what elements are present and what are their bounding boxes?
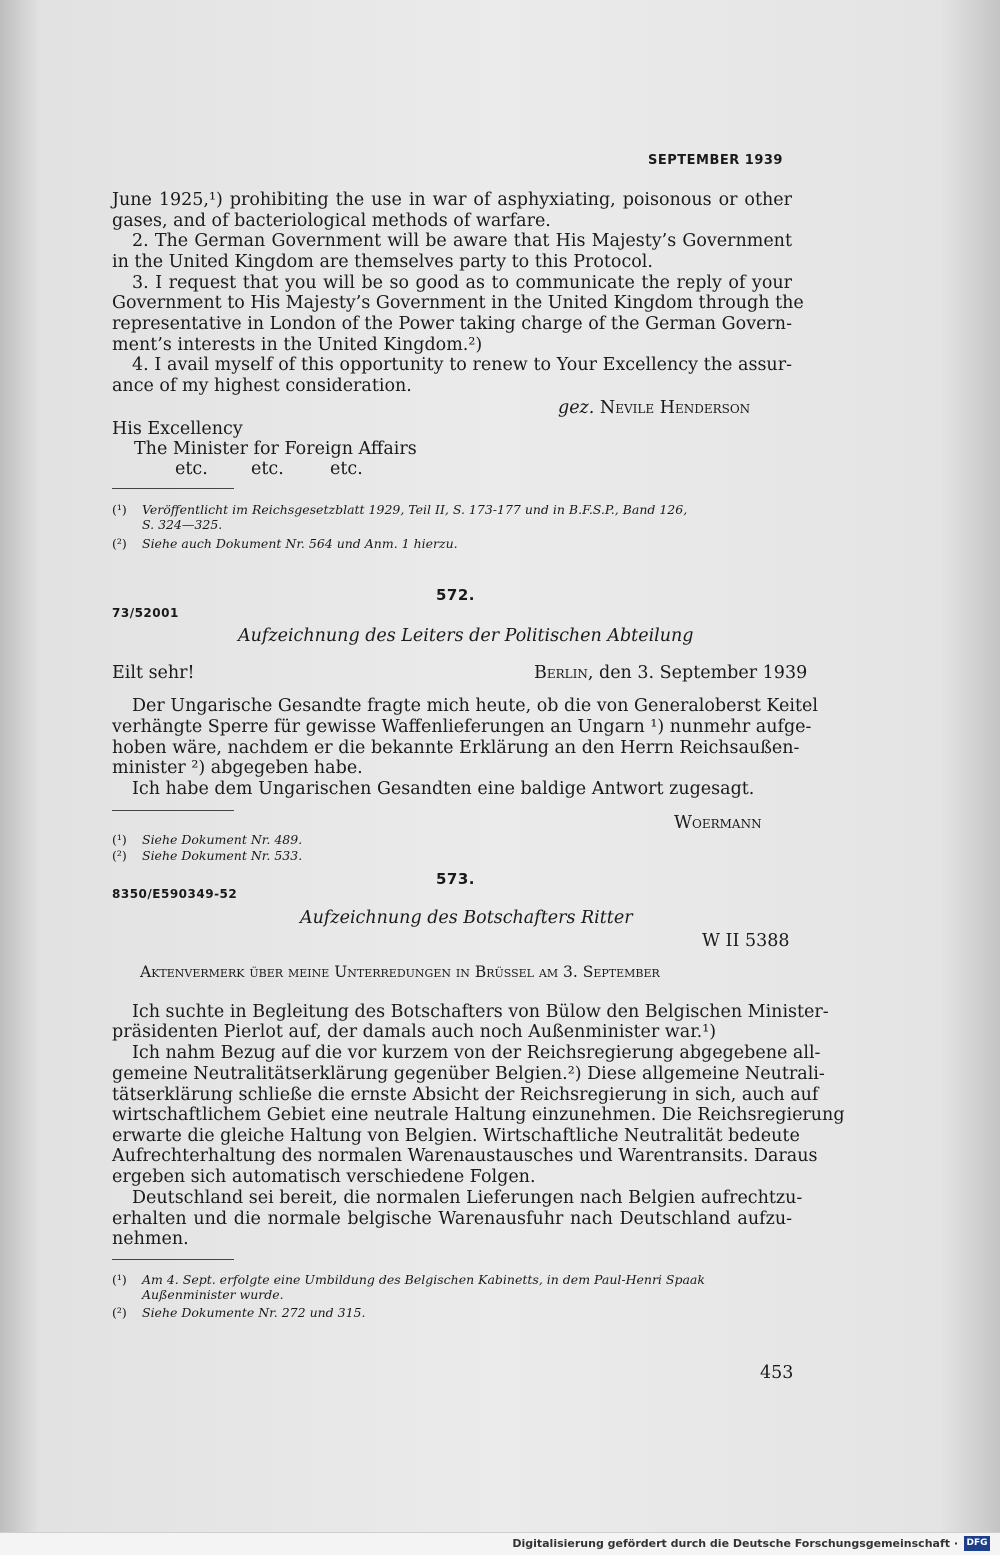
running-title: SEPTEMBER 1939 <box>648 153 783 168</box>
body-line: erhalten und die normale belgische Warenausfuhr nach Deutschland aufzu- <box>112 1209 792 1229</box>
document-signature: Woermann <box>674 813 762 833</box>
body-line: Aufrechterhaltung des normalen Warenaustausches und Warentransits. Daraus <box>112 1146 818 1166</box>
footnote-cont: Außenminister wurde. <box>142 1287 284 1302</box>
footnote: (²) Siehe auch Dokument Nr. 564 und Anm. 1 hierzu. <box>112 536 458 551</box>
body-line: verhängte Sperre für gewisse Waffenlieferungen an Ungarn ¹) nunmehr aufge- <box>112 717 812 737</box>
address-line: His Excellency <box>112 419 243 439</box>
footnote-rule <box>112 1259 234 1260</box>
body-line: ance of my highest consideration. <box>112 376 412 396</box>
address-line: The Minister for Foreign Affairs <box>134 439 417 459</box>
body-line: Ich habe dem Ungarischen Gesandten eine baldige Antwort zugesagt. <box>132 779 755 799</box>
file-reference: 8350/E590349-52 <box>112 887 238 901</box>
body-line: gases, and of bacteriological methods of warfare. <box>112 211 551 231</box>
body-line: 4. I avail myself of this opportunity to renew to Your Excellency the assur- <box>132 355 792 375</box>
signature-prefix: gez. <box>558 398 595 418</box>
document-number: 572. <box>436 586 476 604</box>
urgency-note: Eilt sehr! <box>112 663 195 683</box>
body-line: hoben wäre, nachdem er die bekannte Erklärung an den Herrn Reichsaußen- <box>112 738 800 758</box>
subject-line: Aktenvermerk über meine Unterredungen in Brüssel am 3. September <box>140 963 660 981</box>
body-line: Ich suchte in Begleitung des Botschafters von Bülow den Belgischen Minister- <box>132 1002 829 1022</box>
footnote-rule <box>112 488 234 489</box>
body-line: 3. I request that you will be so good as to communicate the reply of your <box>132 273 792 293</box>
letter-signature <box>558 398 750 418</box>
body-line: in the United Kingdom are themselves party to this Protocol. <box>112 252 653 272</box>
footnote: (¹) Siehe Dokument Nr. 489. <box>112 832 303 847</box>
body-line: ergeben sich automatisch verschiedene Folgen. <box>112 1167 536 1187</box>
body-line: wirtschaftlichem Gebiet eine neutrale Haltung einzunehmen. Die Reichsregierung <box>112 1105 845 1125</box>
footnote-rule <box>112 810 234 811</box>
body-line: erwarte die gleiche Haltung von Belgien. Wirtschaftliche Neutralität bedeute <box>112 1126 800 1146</box>
place-date: Berlin, den 3. September 1939 <box>534 663 808 683</box>
signature-name: Nevile Henderson <box>599 398 751 418</box>
dfg-logo[interactable]: DFG <box>964 1536 990 1551</box>
body-line: Deutschland sei bereit, die normalen Lieferungen nach Belgien aufrechtzu- <box>132 1188 803 1208</box>
file-reference: 73/52001 <box>112 606 179 620</box>
reference-code: W II 5388 <box>702 931 790 951</box>
body-line: Der Ungarische Gesandte fragte mich heute, ob die von Generaloberst Keitel <box>132 696 818 716</box>
body-line: representative in London of the Power taking charge of the German Govern- <box>112 314 792 334</box>
footnote-cont: S. 324—325. <box>142 517 223 532</box>
viewer-footer <box>0 1532 1000 1555</box>
page-number: 453 <box>760 1363 794 1383</box>
body-line: tätserklärung schließe die ernste Absicht der Reichsregierung in sich, auch auf <box>112 1085 819 1105</box>
footnote: (¹) Am 4. Sept. erfolgte eine Umbildung des Belgischen Kabinetts, in dem Paul-Henri Spaak <box>112 1272 705 1287</box>
footnote: (²) Siehe Dokument Nr. 533. <box>112 848 303 863</box>
address-etc: etc. <box>330 459 363 479</box>
footnote: (²) Siehe Dokumente Nr. 272 und 315. <box>112 1305 366 1320</box>
body-line: minister ²) abgegeben habe. <box>112 758 363 778</box>
body-line: 2. The German Government will be aware that His Majesty’s Government <box>132 231 792 251</box>
body-line: Ich nahm Bezug auf die vor kurzem von der Reichsregierung abgegebene all- <box>132 1043 821 1063</box>
document-title: Aufzeichnung des Botschafters Ritter <box>300 908 633 928</box>
footnote: (¹) Veröffentlicht im Reichsgesetzblatt 1929, Teil II, S. 173-177 und in B.F.S.P., Band 126, <box>112 502 688 517</box>
body-line: Government to His Majesty’s Government in the United Kingdom through the <box>112 293 804 313</box>
body-line: ment’s interests in the United Kingdom.²) <box>112 335 483 355</box>
body-line: gemeine Neutralitätserklärung gegenüber Belgien.²) Diese allgemeine Neutrali- <box>112 1064 825 1084</box>
footer-credit: Digitalisierung gefördert durch die Deutsche Forschungsgemeinschaft · <box>512 1537 958 1550</box>
body-line: nehmen. <box>112 1229 189 1249</box>
address-etc: etc. <box>251 459 284 479</box>
body-line: June 1925,¹) prohibiting the use in war of asphyxiating, poisonous or other <box>112 190 792 210</box>
address-etc: etc. <box>175 459 208 479</box>
body-line: präsidenten Pierlot auf, der damals auch noch Außenminister war.¹) <box>112 1022 717 1042</box>
document-number: 573. <box>436 870 476 888</box>
document-title: Aufzeichnung des Leiters der Politischen Abteilung <box>238 626 694 646</box>
